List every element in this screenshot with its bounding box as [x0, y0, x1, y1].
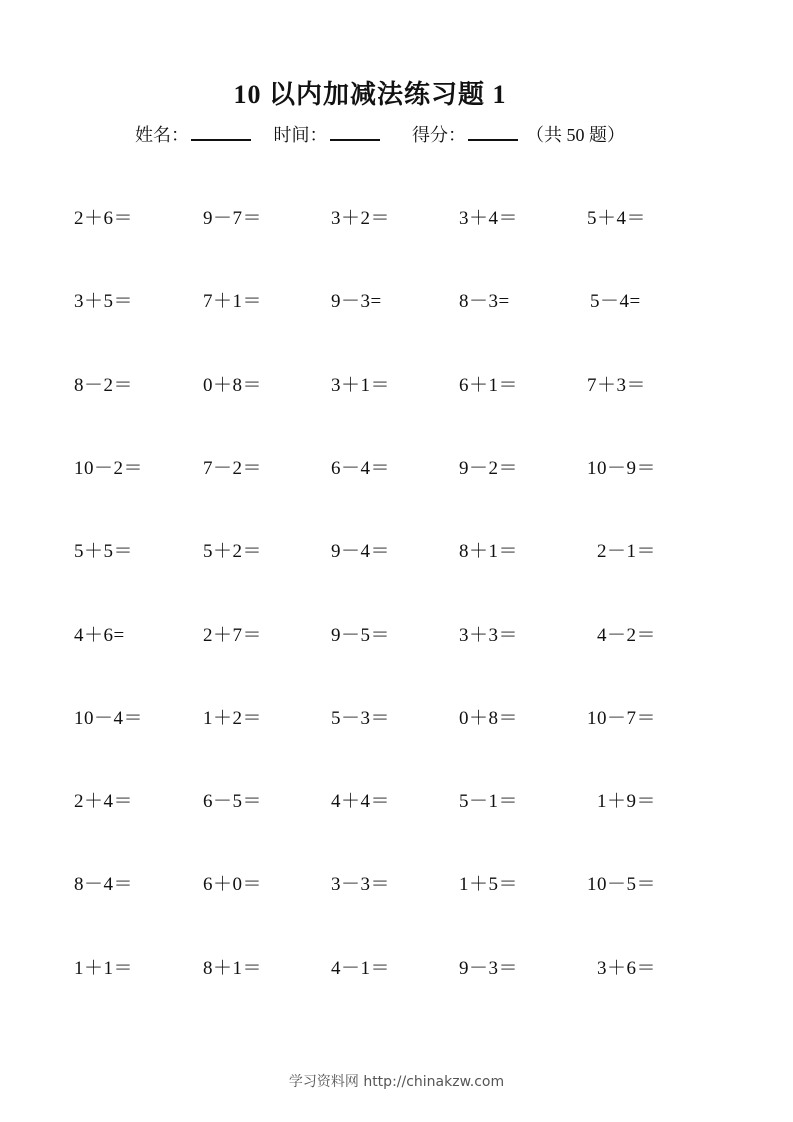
problem-r10-c5: 3＋6＝ — [597, 958, 657, 979]
name-label: 姓名： — [135, 125, 189, 145]
problem-r4-c1: 10－2＝ — [74, 458, 144, 479]
problem-r6-c5: 4－2＝ — [597, 625, 657, 646]
problem-r10-c1: 1＋1＝ — [74, 958, 134, 979]
problem-r4-c5: 10－9＝ — [587, 458, 657, 479]
problem-r9-c1: 8－4＝ — [74, 874, 134, 895]
problem-r9-c3: 3－3＝ — [331, 874, 391, 895]
problem-r7-c5: 10－7＝ — [587, 708, 657, 729]
problem-r4-c4: 9－2＝ — [459, 458, 519, 479]
problem-r2-c4: 8－3= — [459, 291, 510, 312]
problem-r10-c3: 4－1＝ — [331, 958, 391, 979]
problem-r4-c2: 7－2＝ — [203, 458, 263, 479]
problem-r7-c4: 0＋8＝ — [459, 708, 519, 729]
problem-r8-c1: 2＋4＝ — [74, 791, 134, 812]
problem-r6-c2: 2＋7＝ — [203, 625, 263, 646]
problem-r8-c2: 6－5＝ — [203, 791, 263, 812]
page-title: 10 以内加减法练习题 1 — [233, 80, 507, 109]
problem-r1-c5: 5＋4＝ — [587, 208, 647, 229]
problem-r6-c3: 9－5＝ — [331, 625, 391, 646]
problem-r7-c3: 5－3＝ — [331, 708, 391, 729]
problem-r2-c2: 7＋1＝ — [203, 291, 263, 312]
problem-r5-c3: 9－4＝ — [331, 541, 391, 562]
problem-r8-c4: 5－1＝ — [459, 791, 519, 812]
total-note: （共 50 题） — [526, 125, 625, 145]
score-label: 得分： — [412, 125, 466, 145]
problem-r8-c3: 4＋4＝ — [331, 791, 391, 812]
problem-r3-c3: 3＋1＝ — [331, 375, 391, 396]
problem-r8-c5: 1＋9＝ — [597, 791, 657, 812]
problem-r3-c4: 6＋1＝ — [459, 375, 519, 396]
problem-r9-c2: 6＋0＝ — [203, 874, 263, 895]
footer-source: 学习资料网 http://chinakzw.com — [288, 1074, 505, 1090]
problem-r7-c1: 10－4＝ — [74, 708, 144, 729]
problem-r1-c2: 9－7＝ — [203, 208, 263, 229]
problem-r5-c5: 2－1＝ — [597, 541, 657, 562]
problem-r5-c2: 5＋2＝ — [203, 541, 263, 562]
problem-r3-c5: 7＋3＝ — [587, 375, 647, 396]
problem-r5-c1: 5＋5＝ — [74, 541, 134, 562]
problem-r5-c4: 8＋1＝ — [459, 541, 519, 562]
problem-r6-c4: 3＋3＝ — [459, 625, 519, 646]
problem-r2-c1: 3＋5＝ — [74, 291, 134, 312]
problem-r6-c1: 4＋6= — [74, 625, 125, 646]
problem-r4-c3: 6－4＝ — [331, 458, 391, 479]
problem-r10-c4: 9－3＝ — [459, 958, 519, 979]
problem-r9-c5: 10－5＝ — [587, 874, 657, 895]
problem-r1-c4: 3＋4＝ — [459, 208, 519, 229]
problem-r1-c1: 2＋6＝ — [74, 208, 134, 229]
problem-r10-c2: 8＋1＝ — [203, 958, 263, 979]
problem-r2-c3: 9－3= — [331, 291, 382, 312]
problem-r3-c2: 0＋8＝ — [203, 375, 263, 396]
problem-r1-c3: 3＋2＝ — [331, 208, 391, 229]
time-label: 时间： — [273, 125, 328, 145]
problem-r2-c5: 5－4= — [590, 291, 641, 312]
problem-r9-c4: 1＋5＝ — [459, 874, 519, 895]
problem-r7-c2: 1＋2＝ — [203, 708, 263, 729]
problem-r3-c1: 8－2＝ — [74, 375, 134, 396]
